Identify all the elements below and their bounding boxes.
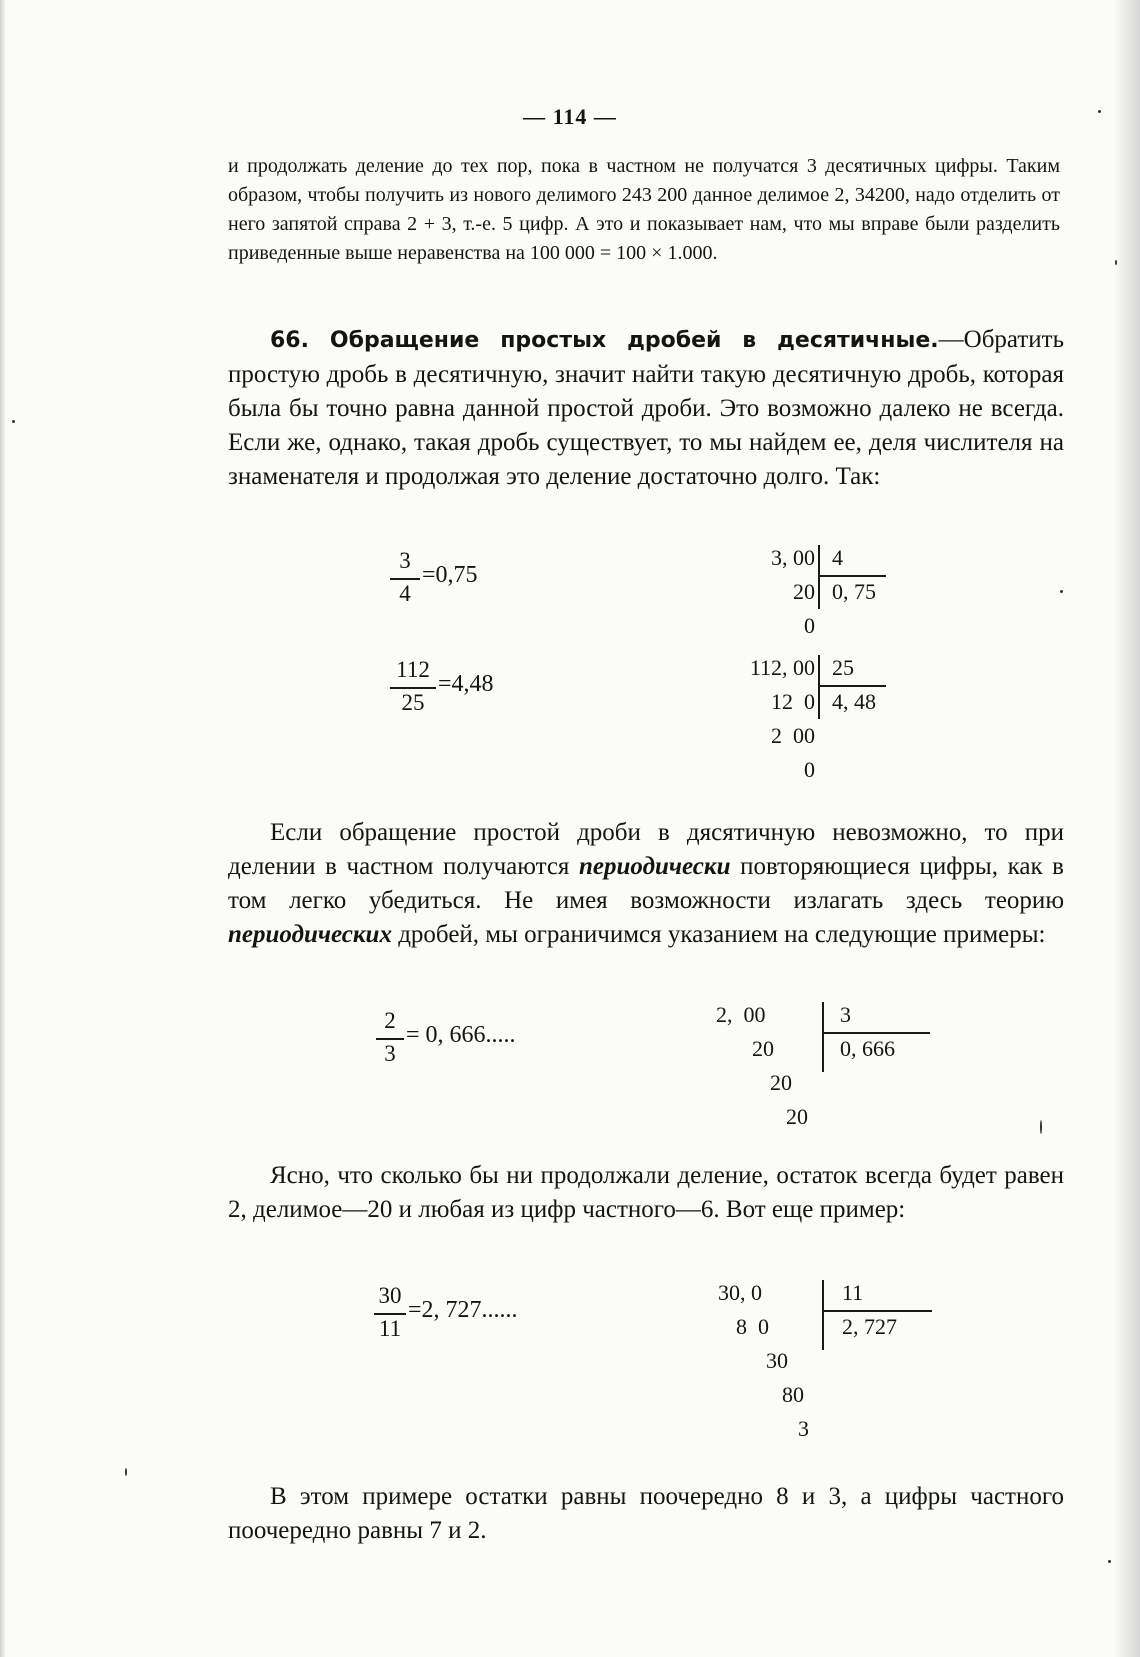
division-row: 2 00 xyxy=(771,723,815,748)
intro-paragraph: и продолжать деление до тех пор, пока в частном не получатся 3 десятичных цифры. Таким образом, чтобы получить из нового делимого 243 200 данное делимое 2, 34200, надо отделить от него запятой справа 2 + 3, т.-е. 5 цифр. А это и показывает нам, что мы вправе были разделить приведенные выше неравенства на 100 000 = 100 × 1.000. xyxy=(228,155,1060,264)
division-quotient: 2, 727 xyxy=(842,1314,897,1339)
fraction-example-4 xyxy=(374,1283,574,1345)
division-row: 3, 00 xyxy=(771,545,815,570)
fraction-bar xyxy=(390,687,436,689)
division-row: 2, 00 xyxy=(716,1002,766,1027)
fraction-result: =4,48 xyxy=(438,671,494,697)
fraction-numerator: 30 xyxy=(378,1283,402,1308)
scan-speck xyxy=(1060,590,1063,593)
division-row: 8 0 xyxy=(736,1314,769,1339)
paragraph-remainder xyxy=(228,1159,1064,1227)
text-run: дробей, мы ограничимся указанием на следующие примеры: xyxy=(391,921,1046,948)
scan-speck xyxy=(1115,260,1117,265)
division-row: 30, 0 xyxy=(718,1280,762,1305)
italic-term: периодически xyxy=(579,853,731,880)
page-edge-right xyxy=(1114,0,1140,1657)
division-vertical-line xyxy=(822,1002,824,1072)
scan-speck xyxy=(1040,1120,1042,1134)
fraction-numerator: 2 xyxy=(384,1008,396,1033)
text-run: Если обращение простой дроби в дясятичную невозможно, то при делении в частном получаются xyxy=(228,819,1064,880)
text-run: В этом примере остатки равны поочередно 8 и 3, а цифры частного поочередно равны 7 и 2. xyxy=(228,1483,1064,1544)
division-row: 20 xyxy=(793,579,815,604)
fraction-result: =0,75 xyxy=(422,562,478,588)
scan-speck xyxy=(12,420,15,423)
fraction-numerator: 112 xyxy=(396,657,430,682)
division-row: 112, 00 xyxy=(749,655,815,680)
division-vertical-line xyxy=(822,1280,824,1350)
fraction-example-1 xyxy=(390,548,540,610)
fraction-denominator: 4 xyxy=(399,581,411,606)
division-vertical-line xyxy=(818,545,820,609)
fraction-result: = 0, 666..... xyxy=(406,1022,516,1048)
long-division-example-4 xyxy=(700,1280,940,1455)
paragraph-periodic xyxy=(228,816,1064,952)
fraction-denominator: 25 xyxy=(401,690,425,715)
paragraph-conclusion xyxy=(228,1480,1064,1548)
division-row: 12 0 xyxy=(771,689,815,714)
division-row: 20 xyxy=(770,1070,792,1095)
page-number: — 114 — xyxy=(523,104,617,129)
division-row: 20 xyxy=(752,1036,774,1061)
division-horizontal-line xyxy=(824,1032,930,1034)
long-division-example-2 xyxy=(700,655,910,795)
division-quotient: 0, 75 xyxy=(832,579,876,604)
fraction-denominator: 3 xyxy=(384,1041,396,1066)
division-horizontal-line xyxy=(820,685,886,687)
text-run: повторяющиеся цифры, как в том легко убедиться. Не имея возможности излагать здесь теорию xyxy=(228,853,1064,914)
division-row: 80 xyxy=(782,1382,804,1407)
division-horizontal-line xyxy=(820,575,886,577)
division-row: 0 xyxy=(804,613,815,638)
section-heading: 66. Обращение простых дробей в десятичные. xyxy=(270,328,939,353)
fraction-denominator: 11 xyxy=(378,1316,402,1341)
division-quotient: 4, 48 xyxy=(832,689,876,714)
text-run: Ясно, что сколько бы ни продолжали деление, остаток всегда будет равен 2, делимое—20 и любая из цифр частного—6. Вот еще пример: xyxy=(228,1162,1064,1223)
scan-speck xyxy=(125,1468,127,1476)
long-division-example-1 xyxy=(700,545,910,645)
division-horizontal-line xyxy=(824,1310,932,1312)
fraction-bar xyxy=(390,578,420,580)
division-row: 0 xyxy=(804,757,815,782)
fraction-example-3 xyxy=(376,1008,576,1070)
fraction-result: =2, 727...... xyxy=(408,1297,518,1323)
section-text: —Обратить простую дробь в десятичную, значит найти такую десятичную дробь, которая была бы точно равна данной простой дроби. Это возможно далеко не всегда. Если же, однако, такая дробь существует, то мы найдем ее, деля числителя на знаменателя и продолжая это деление достаточно долго. Так: xyxy=(228,326,1064,490)
italic-term: периодических xyxy=(228,921,392,948)
division-vertical-line xyxy=(818,655,820,719)
division-row: 20 xyxy=(786,1104,808,1129)
fraction-numerator: 3 xyxy=(399,548,411,573)
division-divisor: 11 xyxy=(842,1280,864,1305)
division-quotient: 0, 666 xyxy=(840,1036,895,1061)
fraction-example-2 xyxy=(390,657,550,719)
division-row: 3 xyxy=(798,1416,809,1441)
division-divisor: 3 xyxy=(840,1002,851,1027)
division-divisor: 4 xyxy=(832,545,843,570)
fraction-bar xyxy=(374,1313,406,1315)
page-edge-left xyxy=(0,0,6,1657)
scan-speck xyxy=(1108,1560,1111,1563)
section-paragraph xyxy=(228,323,1064,494)
division-row: 30 xyxy=(766,1348,788,1373)
long-division-example-3 xyxy=(700,1002,940,1142)
division-divisor: 25 xyxy=(832,655,854,680)
fraction-bar xyxy=(376,1038,404,1040)
